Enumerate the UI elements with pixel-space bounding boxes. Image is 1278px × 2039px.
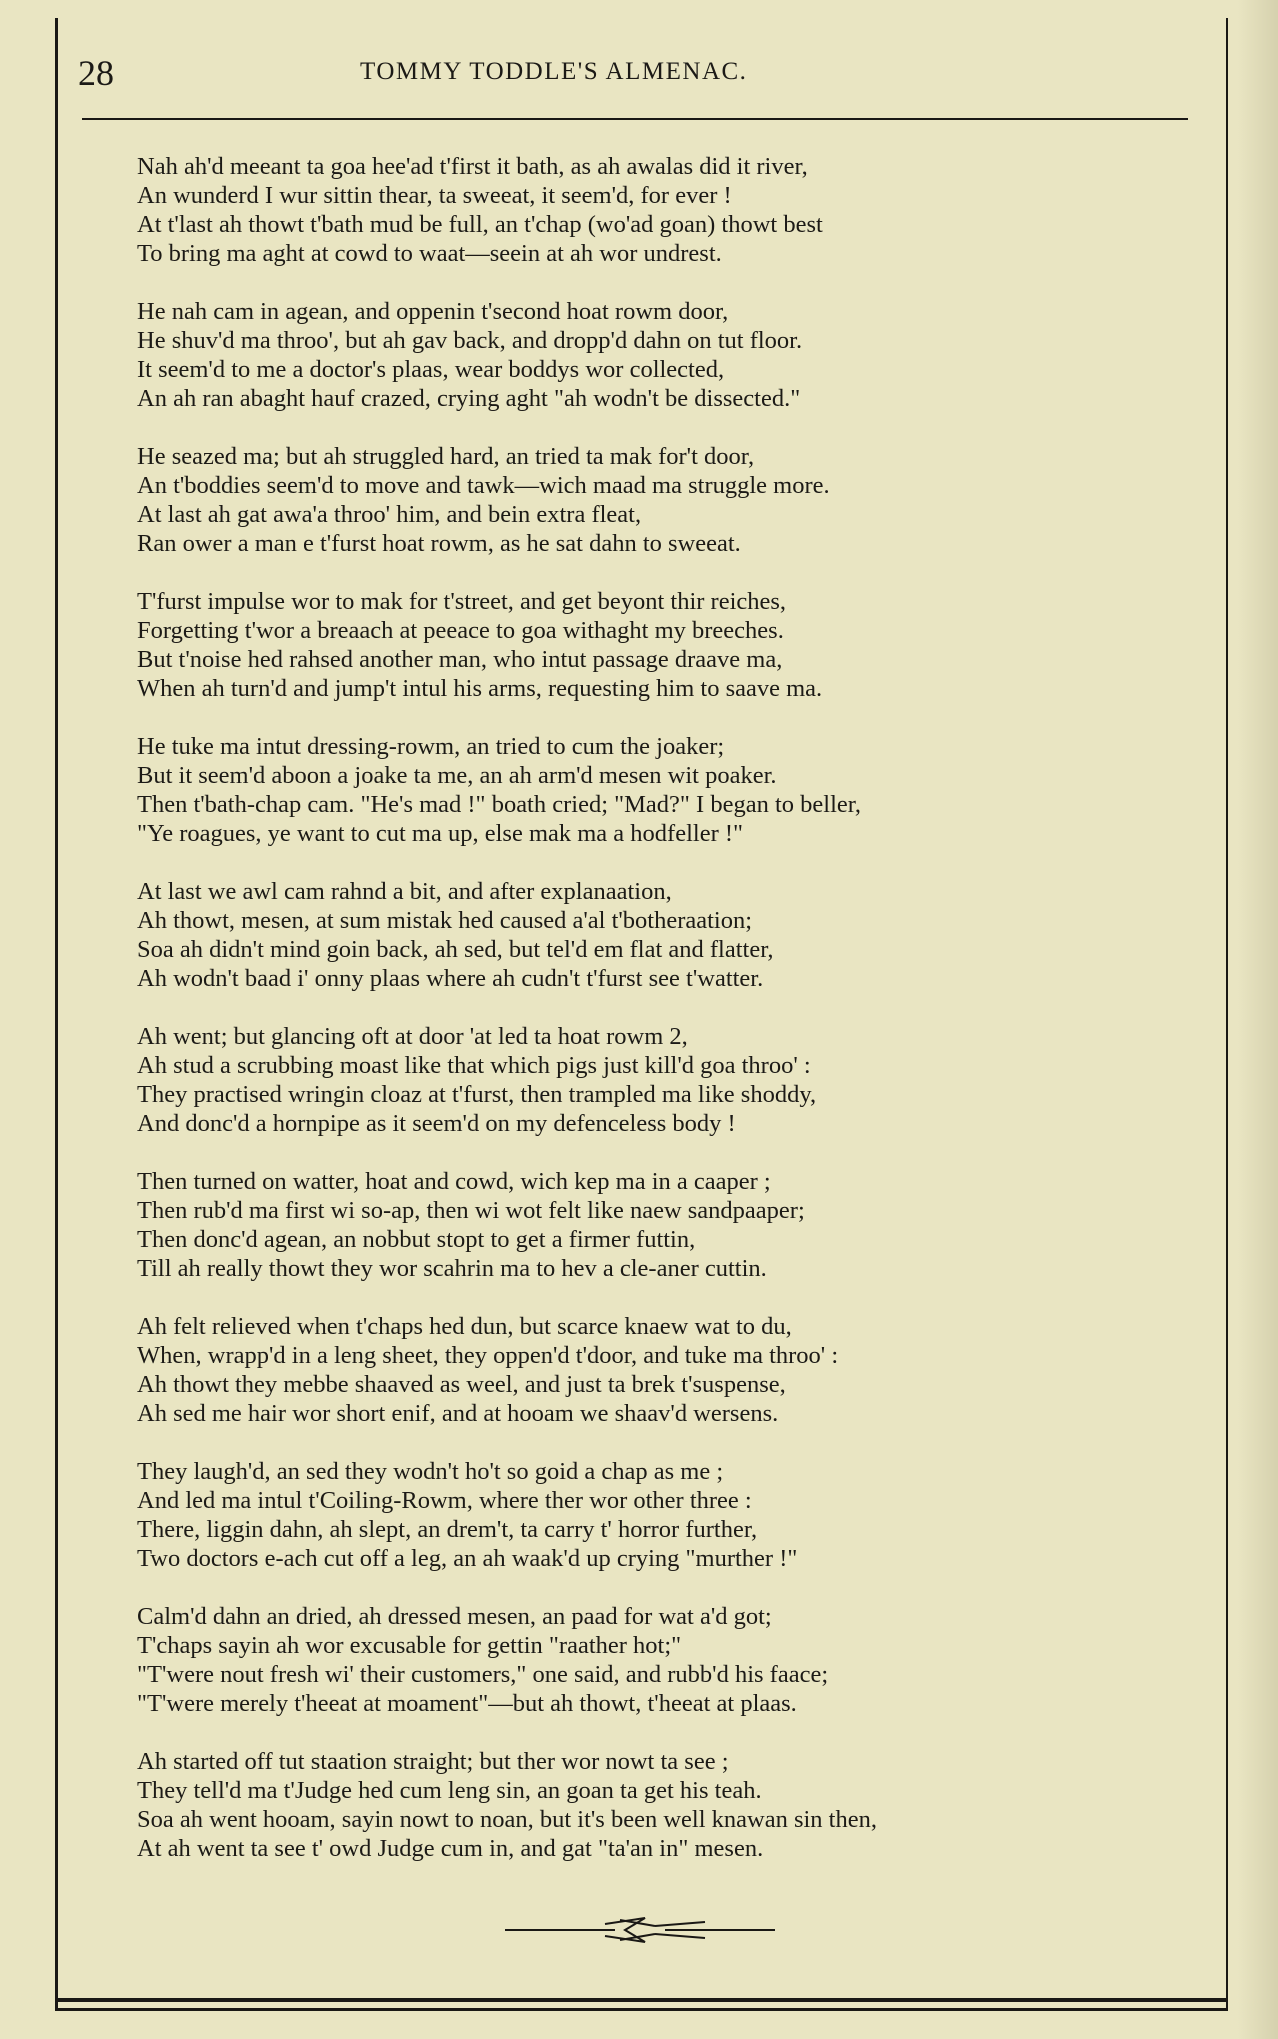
poem-line: Ah thowt they mebbe shaaved as weel, and just ta brek t'suspense, [137,1371,786,1398]
poem-line: He shuv'd ma throo', but ah gav back, and dropp'd dahn on tut floor. [137,327,803,354]
poem-line: Soa ah went hooam, sayin nowt to noan, but it's been well knawan sin then, [137,1806,877,1833]
poem-line: Then turned on watter, hoat and cowd, wich kep ma in a caaper ; [137,1168,771,1195]
poem-line: He seazed ma; but ah struggled hard, an tried ta mak for't door, [137,443,755,470]
poem-line: Then t'bath-chap cam. "He's mad !" boath cried; "Mad?" I began to beller, [137,791,862,818]
spine-shadow [1238,0,1278,2039]
poem-line: Nah ah'd meeant ta goa hee'ad t'first it bath, as ah awalas did it river, [137,153,808,180]
poem-line: An t'boddies seem'd to move and tawk—wich maad ma struggle more. [137,472,830,499]
stanza [137,1747,1217,1863]
poem-body [137,152,1217,1892]
poem-line: Ran ower a man e t'furst hoat rowm, as he sat dahn to sweeat. [137,530,741,557]
poem-line: When, wrapp'd in a leng sheet, they oppen'd t'door, and tuke ma throo' : [137,1342,839,1369]
poem-line: But t'noise hed rahsed another man, who intut passage draave ma, [137,646,783,673]
stanza [137,732,1217,848]
poem-line: Soa ah didn't mind goin back, ah sed, but tel'd em flat and flatter, [137,936,774,963]
stanza [137,587,1217,703]
poem-line: Calm'd dahn an dried, ah dressed mesen, an paad for wat a'd got; [137,1603,772,1630]
poem-line: When ah turn'd and jump't intul his arms, requesting him to saave ma. [137,675,823,702]
header-rule [82,118,1188,120]
poem-line: Forgetting t'wor a breaach at peeace to goa withaght my breeches. [137,617,784,644]
poem-line: And led ma intul t'Coiling-Rowm, where ther wor other three : [137,1487,752,1514]
poem-line: Till ah really thowt they wor scahrin ma to hev a cle-aner cuttin. [137,1255,767,1282]
poem-line: "T'were nout fresh wi' their customers," one said, and rubb'd his faace; [137,1661,829,1688]
poem-line: "Ye roagues, ye want to cut ma up, else mak ma a hodfeller !" [137,820,744,847]
stanza [137,1312,1217,1428]
poem-line: They practised wringin cloaz at t'furst, then trampled ma like shoddy, [137,1081,817,1108]
poem-line: Ah went; but glancing oft at door 'at led ta hoat rowm 2, [137,1023,688,1050]
poem-line: Then donc'd agean, an nobbut stopt to get a firmer futtin, [137,1226,696,1253]
poem-line: He tuke ma intut dressing-rowm, an tried to cum the joaker; [137,733,725,760]
running-title: TOMMY TODDLE'S ALMENAC. [360,58,748,85]
poem-line: Then rub'd ma first wi so-ap, then wi wot felt like naew sandpaaper; [137,1197,805,1224]
stanza [137,1602,1217,1718]
poem-line: At ah went ta see t' owd Judge cum in, and gat "ta'an in" mesen. [137,1835,764,1862]
poem-line: At last we awl cam rahnd a bit, and after explanaation, [137,878,672,905]
poem-line: At t'last ah thowt t'bath mud be full, an t'chap (wo'ad goan) thowt best [137,211,823,238]
poem-line: T'chaps sayin ah wor excusable for gettin "raather hot;" [137,1632,682,1659]
poem-line: T'furst impulse wor to mak for t'street, and get beyont thir reiches, [137,588,787,615]
poem-line: Ah thowt, mesen, at sum mistak hed caused a'al t'botheraation; [137,907,753,934]
page-number: 28 [78,53,114,93]
poem-line: But it seem'd aboon a joake ta me, an ah arm'd mesen wit poaker. [137,762,777,789]
stanza [137,297,1217,413]
poem-line: An wunderd I wur sittin thear, ta sweeat, it seem'd, for ever ! [137,182,732,209]
stanza [137,442,1217,558]
poem-line: There, liggin dahn, ah slept, an drem't, ta carry t' horror further, [137,1516,758,1543]
poem-line: They laugh'd, an sed they wodn't ho't so goid a chap as me ; [137,1458,724,1485]
poem-line: Ah sed me hair wor short enif, and at hooam we shaav'd wersens. [137,1400,779,1427]
poem-line: Two doctors e-ach cut off a leg, an ah waak'd up crying "murther !" [137,1545,798,1572]
poem-line: They tell'd ma t'Judge hed cum leng sin, an goan ta get his teah. [137,1777,762,1804]
poem-line: To bring ma aght at cowd to waat—seein at ah wor undrest. [137,240,722,267]
stanza [137,152,1217,268]
poem-line: "T'were merely t'heeat at moament"—but ah thowt, t'heeat at plaas. [137,1690,797,1717]
stanza [137,1457,1217,1573]
poem-line: An ah ran abaght hauf crazed, crying aght "ah wodn't be dissected." [137,385,801,412]
stanza [137,877,1217,993]
poem-line: Ah felt relieved when t'chaps hed dun, but scarce knaew wat to du, [137,1313,792,1340]
poem-line: It seem'd to me a doctor's plaas, wear boddys wor collected, [137,356,725,383]
stanza [137,1022,1217,1138]
poem-line: Ah stud a scrubbing moast like that which pigs just kill'd goa throo' : [137,1052,811,1079]
poem-line: And donc'd a hornpipe as it seem'd on my defenceless body ! [137,1110,736,1137]
ornament-divider-icon [505,1908,775,1952]
poem-line: Ah wodn't baad i' onny plaas where ah cudn't t'furst see t'watter. [137,965,764,992]
stanza [137,1167,1217,1283]
poem-line: He nah cam in agean, and oppenin t'second hoat rowm door, [137,298,729,325]
bottom-rule [58,1998,1226,2002]
poem-line: Ah started off tut staation straight; but ther wor nowt ta see ; [137,1748,729,1775]
poem-line: At last ah gat awa'a throo' him, and bein extra fleat, [137,501,642,528]
